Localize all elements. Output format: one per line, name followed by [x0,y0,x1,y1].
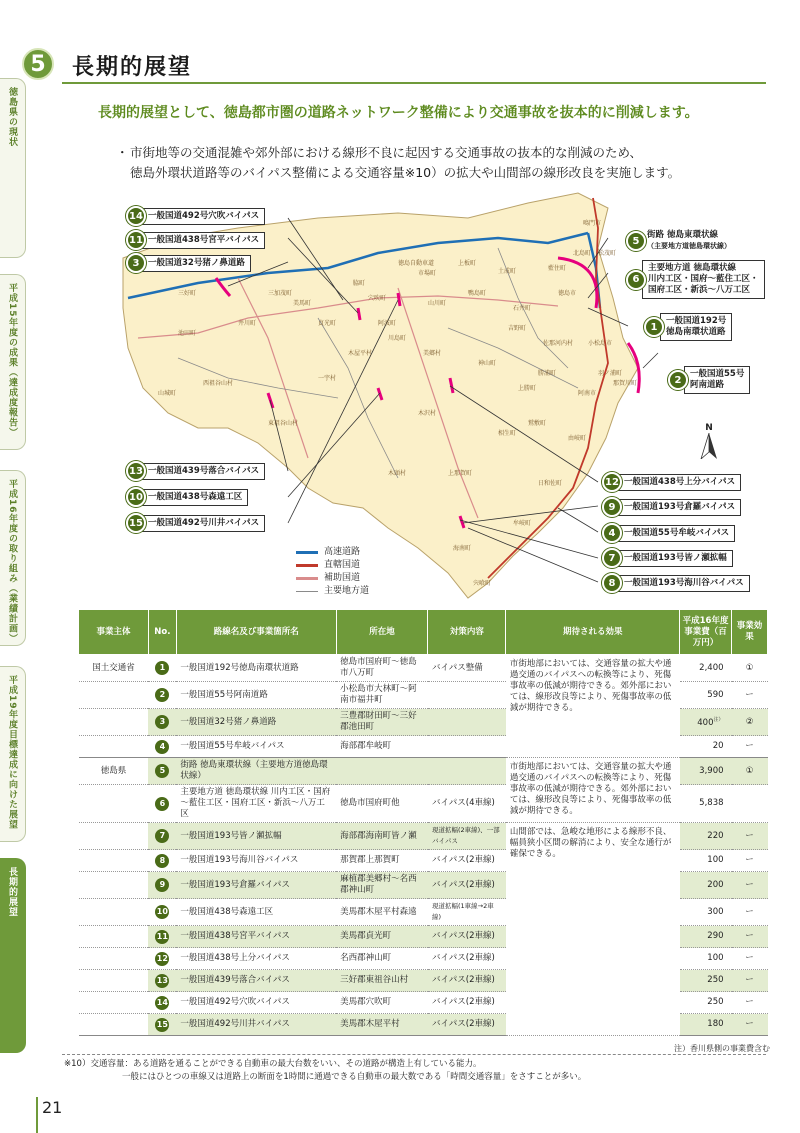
cell-no [148,992,176,1014]
callout-label: 一般国道193号皆ノ瀬拡幅 [618,550,733,567]
cell-entity [79,899,149,926]
map-place-label: 西祖谷山村 [203,380,234,387]
map-place-label: 藍住町 [548,265,567,272]
map-place-label: 吉野町 [508,325,527,332]
cell-no [148,758,176,785]
callout-label [684,366,750,394]
legend-item [296,546,369,559]
callout-line: 一般国道55号 [690,369,745,379]
footnote-line: 一般にはひとつの車線又は道路上の断面を1時間に通過できる自動車の最大数である「時間交通容量」をさすことが多い。 [122,1072,587,1082]
cell-route: 一般国道55号牟岐バイパス [176,736,336,758]
cell-measure: バイパス(2車線) [428,1014,506,1036]
col-entity: 事業主体 [79,610,149,655]
callout-number: 9 [602,497,622,517]
callout-number: 2 [668,370,688,390]
row-number-badge: 7 [155,829,169,843]
cell-route: 一般国道438号上分バイパス [176,948,336,970]
map-place-label: 小松島市 [588,340,613,347]
table-note: 注）香川県側の事業費含む [674,1044,770,1053]
row-number-badge: 6 [155,797,169,811]
col-no: No. [148,610,176,655]
map-place-label: 一宇村 [318,375,337,382]
cell-impact: ー [732,850,768,872]
callout-label [660,313,732,341]
legend-label: 高速道路 [324,547,361,557]
cell-effect: 市街地部においては、交通容量の拡大や通過交通のバイパスへの転換等により、死傷事故率の低減が期待できる。郊外部においては、線形改良等により、死傷事故率の低減が期待できる。 [506,758,680,823]
callout-number: 3 [126,253,146,273]
map-place-label: 阿波町 [378,320,397,327]
callout-number: 5 [626,231,646,251]
cell-no [148,899,176,926]
cell-route: 一般国道439号落合バイパス [176,970,336,992]
callout-11[interactable] [126,230,265,250]
project-table [78,609,768,1036]
map-place-label: 鷲敷町 [528,420,547,427]
callout-line: 街路 徳島東環状線 [647,230,718,240]
cell-entity [79,970,149,992]
col-route: 路線名及び事業箇所名 [176,610,336,655]
cell-no [148,1014,176,1036]
callout-line: 国府工区・新浜～八万工区 [648,285,751,295]
cell-location: 美馬郡貞光町 [336,926,428,948]
map-place-label: 徳島自動車道 [398,260,435,267]
cell-no [148,785,176,823]
map-place-label: 海南町 [453,545,472,552]
callout-4[interactable] [602,523,735,543]
road-network-map [118,188,758,608]
callout-label: 一般国道55号牟岐バイパス [618,525,735,542]
cell-cost: 180 [680,1014,732,1036]
cell-location [336,758,428,785]
cell-location: 那賀郡上那賀町 [336,850,428,872]
cell-impact: ー [732,872,768,899]
row-number-badge: 14 [155,996,169,1010]
callout-label: 一般国道492号穴吹バイパス [142,208,265,225]
callout-line: 川内工区・国府～藍住工区・ [648,274,759,284]
cell-measure [428,736,506,758]
callout-line: 主要地方道 徳島環状線 [648,263,736,273]
callout-number: 12 [602,472,622,492]
cell-entity [79,872,149,899]
callout-label: 一般国道193号倉羅バイパス [618,499,741,516]
cell-cost: 220 [680,823,732,850]
cell-location: 名西郡神山町 [336,948,428,970]
compass-arrow-icon [699,433,719,459]
row-number-badge: 4 [155,740,169,754]
cell-impact: ① [732,655,768,682]
callout-15[interactable] [126,513,265,533]
map-place-label: 神山町 [478,360,497,367]
map-place-label: 山川町 [428,300,447,307]
cell-location: 美馬郡木屋平村森遠 [336,899,428,926]
callout-line: （主要地方道徳島環状線） [647,242,731,250]
row-number-badge: 9 [155,878,169,892]
cell-measure [428,709,506,736]
cell-no [148,682,176,709]
row-number-badge: 11 [155,930,169,944]
cell-no [148,823,176,850]
cell-measure: バイパス(2車線) [428,850,506,872]
page-number-bar [36,1097,38,1133]
cell-effect: 山間部では、急峻な地形による線形不良、幅員狭小区間の解消により、安全な通行が確保できる。 [506,823,680,1036]
cell-impact: ー [732,736,768,758]
table-row [79,655,768,682]
callout-label [642,260,765,299]
cell-measure: 現道拡幅(2車線)、一部バイパス [428,823,506,850]
row-number-badge: 10 [155,905,169,919]
callout-number: 11 [126,230,146,250]
callout-13[interactable] [126,461,265,481]
map-place-label: 由岐町 [568,435,587,442]
cell-route: 一般国道193号海川谷バイパス [176,850,336,872]
callout-line: 徳島南環状道路 [666,327,726,337]
cell-effect: 市街地部においては、交通容量の拡大や通過交通のバイパスへの転換等により、死傷事故率の低減が期待できる。郊外部においては、線形改良等により、死傷事故率の低減が期待できる。 [506,655,680,758]
map-place-label: 北島町 [573,250,592,257]
callout-number: 10 [126,487,146,507]
callout-label: 一般国道438号上分バイパス [618,474,741,491]
map-place-label: 脇町 [353,280,366,287]
sidebar-tab-current-status[interactable] [0,78,26,258]
map-place-label: 牟岐町 [513,520,532,527]
cell-cost: 100 [680,850,732,872]
map-place-label: 相生町 [498,430,517,437]
legend-label: 補助国道 [324,573,361,583]
sidebar-tab-label: 徳島県の現状 [7,87,17,147]
cell-entity [79,850,149,872]
col-effect: 期待される効果 [506,610,680,655]
lead-sentence: 長期的展望として、徳島都市圏の道路ネットワーク整備により交通事故を抜本的に削減します。 [98,105,699,121]
cell-entity [79,926,149,948]
cell-cost: 250 [680,992,732,1014]
section-sidebar [0,78,28,1053]
cell-entity [79,948,149,970]
cell-route: 一般国道492号穴吹バイパス [176,992,336,1014]
cell-no [148,926,176,948]
cell-measure: バイパス(2車線) [428,926,506,948]
bullet-line: 徳島外環状道路等のバイパス整備による交通容量※10）の拡大や山間部の線形改良を実施します。 [130,165,681,180]
title-divider [62,82,766,84]
row-number-badge: 2 [155,688,169,702]
cell-route: 一般国道55号阿南道路 [176,682,336,709]
map-place-label: 池田町 [178,330,197,337]
col-cost: 平成16年度事業費（百万円） [680,610,732,655]
cell-impact: ー [732,1014,768,1036]
sidebar-tab-label: 平成19年度目標達成に向けた展望 [7,675,17,830]
callout-number: 14 [126,206,146,226]
callout-line: 一般国道192号 [666,316,727,326]
map-place-label: 宍喰町 [473,580,492,587]
cell-location: 三豊郡財田町～三好郡池田町 [336,709,428,736]
cell-cost: 300 [680,899,732,926]
map-place-label: 木沢村 [418,410,437,417]
legend-label: 主要地方道 [324,586,370,596]
cell-impact: ー [732,682,768,709]
cell-location: 麻植郡美郷村～名西郡神山町 [336,872,428,899]
callout-label: 一般国道32号猪ノ鼻道路 [142,255,251,272]
cell-no [148,970,176,992]
map-place-label: 那賀川町 [613,380,638,387]
cell-location: 海部郡牟岐町 [336,736,428,758]
cell-cost: 590 [680,682,732,709]
cell-route: 一般国道193号皆ノ瀬拡幅 [176,823,336,850]
map-place-label: 徳島市 [558,290,577,297]
bullet-paragraph [116,143,681,183]
cell-measure: バイパス(2車線) [428,872,506,899]
cell-cost: 20 [680,736,732,758]
sidebar-tab-label: 長期的展望 [7,867,17,917]
sidebar-tab-label: 平成15年度の成果（達成度報告） [7,283,17,438]
table-header-row [79,610,768,655]
callout-label: 一般国道439号落合バイパス [142,463,265,480]
cell-location: 三好郡東祖谷山村 [336,970,428,992]
cell-route: 一般国道193号倉羅バイパス [176,872,336,899]
cell-entity [79,736,149,758]
sidebar-tab-long-term[interactable] [0,858,26,1053]
legend-swatch-prefectural [296,591,318,592]
cell-impact [732,785,768,823]
cell-measure [428,758,506,785]
map-place-label: 東祖谷山村 [268,420,299,427]
cell-no [148,709,176,736]
row-number-badge: 8 [155,854,169,868]
cost-note: 注） [713,717,724,724]
cell-location: 徳島市国府町～徳島市八万町 [336,655,428,682]
map-place-label: 日和佐町 [538,480,563,487]
cell-entity [79,823,149,850]
callout-label: 一般国道438号宮平バイパス [142,232,265,249]
cell-cost: 3,900 [680,758,732,785]
cell-no [148,850,176,872]
map-place-label: 三好町 [178,290,197,297]
cell-impact: ー [732,926,768,948]
footnote [64,1058,586,1084]
map-place-label: 井川町 [238,320,257,327]
callout-2[interactable] [668,366,750,394]
callout-8[interactable] [602,573,750,593]
col-impact: 事業効果 [732,610,768,655]
callout-12[interactable] [602,472,741,492]
chapter-number-badge: 5 [22,48,54,80]
cell-measure: バイパス(2車線) [428,948,506,970]
cell-entity [79,1014,149,1036]
table-row [79,823,768,850]
callout-number: 13 [126,461,146,481]
callout-number: 7 [602,548,622,568]
row-number-badge: 1 [155,661,169,675]
map-place-label: 市場町 [418,270,437,277]
cell-location: 小松島市大林町～阿南市福井町 [336,682,428,709]
cell-cost: 100 [680,948,732,970]
map-place-label: 山城町 [158,390,177,397]
callout-1[interactable] [644,313,732,341]
cell-route: 主要地方道 徳島環状線 川内工区・国府～藍住工区・国府工区・新浜～八万工区 [176,785,336,823]
map-place-label: 勝浦町 [538,370,557,377]
map-place-label: 羽ノ浦町 [598,370,623,377]
callout-3[interactable] [126,253,251,273]
callout-10[interactable] [126,487,248,507]
callout-number: 1 [644,317,664,337]
map-place-label: 三加茂町 [268,290,293,297]
row-number-badge: 13 [155,974,169,988]
callout-label: 一般国道193号海川谷バイパス [618,575,750,592]
cell-cost: 2,400 [680,655,732,682]
legend-label: 直轄国道 [324,560,361,570]
map-place-label: 木屋平村 [348,350,373,357]
cell-measure: 現道拡幅(1車線→2車線) [428,899,506,926]
cell-measure: バイパス(4車線) [428,785,506,823]
sidebar-tab-h16-plan[interactable] [0,470,26,646]
cell-location: 海部郡海南町皆ノ瀬 [336,823,428,850]
legend-swatch-national-direct [296,564,318,567]
map-place-label: 佐那河内村 [543,340,574,347]
map-place-label: 川島町 [388,335,407,342]
legend-item [296,559,369,572]
row-number-badge: 12 [155,952,169,966]
cell-no [148,736,176,758]
map-place-label: 鴨島町 [468,290,487,297]
callout-line: 阿南道路 [690,380,725,390]
callout-number: 4 [602,523,622,543]
map-place-label: 鳴門市 [583,220,602,227]
cell-entity [79,709,149,736]
map-place-label: 土成町 [498,268,517,275]
map-place-label: 石井町 [513,305,532,312]
cell-impact: ー [732,823,768,850]
bullet-line: 市街地等の交通混雑や郊外部における線形不良に起因する交通事故の抜本的な削減のため、 [130,145,643,160]
cell-no [148,948,176,970]
cell-entity [79,992,149,1014]
callout-label [642,228,736,254]
cost-value: 400 [697,717,714,728]
callout-label: 一般国道438号森遠工区 [142,489,248,506]
cell-route: 一般国道438号宮平バイパス [176,926,336,948]
bullet-mark: ・ [116,145,129,160]
row-number-badge: 15 [155,1018,169,1032]
callout-6[interactable] [626,260,765,299]
cell-location: 徳島市国府町他 [336,785,428,823]
cell-impact: ー [732,992,768,1014]
cell-measure: バイパス(2車線) [428,992,506,1014]
cell-measure: バイパス整備 [428,655,506,682]
table-row [79,758,768,785]
col-measure: 対策内容 [428,610,506,655]
cell-location: 美馬郡穴吹町 [336,992,428,1014]
legend-item [296,585,369,598]
callout-number: 8 [602,573,622,593]
cell-route: 街路 徳島東環状線（主要地方道徳島環状線） [176,758,336,785]
col-location: 所在地 [336,610,428,655]
callout-5[interactable] [626,228,736,254]
cell-entity: 徳島県 [79,758,149,785]
callout-number: 15 [126,513,146,533]
cell-entity: 国土交通省 [79,655,149,682]
cell-cost: 5,838 [680,785,732,823]
cell-location: 美馬郡木屋平村 [336,1014,428,1036]
cell-measure [428,682,506,709]
footnote-divider [62,1054,766,1055]
north-arrow-icon [694,423,724,462]
page-number: 21 [42,1098,63,1117]
cell-route: 一般国道438号森遠工区 [176,899,336,926]
cell-cost: 290 [680,926,732,948]
map-place-label: 木頭村 [388,470,407,477]
callout-number: 6 [626,270,646,290]
cell-no [148,655,176,682]
cell-impact: ー [732,899,768,926]
map-place-label: 上那賀町 [448,470,473,477]
map-place-label: 上勝町 [518,385,537,392]
cell-impact: ① [732,758,768,785]
cell-route: 一般国道492号川井バイパス [176,1014,336,1036]
map-legend [296,546,369,598]
footnote-line: ※10）交通容量：ある道路を通ることができる自動車の最大台数をいい、その道路が構造上有している能力。 [64,1059,482,1069]
cell-entity [79,785,149,823]
callout-7[interactable] [602,548,733,568]
sidebar-tab-h15-results[interactable] [0,274,26,450]
legend-swatch-national-aided [296,577,318,580]
map-place-label: 穴吹町 [368,295,387,302]
sidebar-tab-h19-outlook[interactable] [0,666,26,842]
map-place-label: 美郷村 [423,350,442,357]
callout-9[interactable] [602,497,741,517]
map-place-label: 美馬町 [293,300,312,307]
sidebar-tab-label: 平成16年度の取り組み（業績計画） [7,479,17,644]
cell-entity [79,682,149,709]
map-place-label: 松茂町 [598,250,617,257]
compass-label: N [705,423,713,433]
cell-measure: バイパス(2車線) [428,970,506,992]
callout-14[interactable] [126,206,265,226]
cell-cost [680,709,732,736]
row-number-badge: 5 [155,764,169,778]
cell-impact: ー [732,970,768,992]
page-title: 長期的展望 [72,55,193,80]
map-place-label: 貞光町 [318,320,337,327]
cell-route: 一般国道192号徳島南環状道路 [176,655,336,682]
cell-impact: ② [732,709,768,736]
legend-item [296,572,369,585]
map-place-label: 上板町 [458,260,477,267]
cell-no [148,872,176,899]
cell-route: 一般国道32号猪ノ鼻道路 [176,709,336,736]
cell-cost: 250 [680,970,732,992]
callout-label: 一般国道492号川井バイパス [142,515,265,532]
legend-swatch-expressway [296,551,318,554]
cell-cost: 200 [680,872,732,899]
map-place-label: 阿南市 [578,390,597,397]
row-number-badge: 3 [155,715,169,729]
cell-impact: ー [732,948,768,970]
